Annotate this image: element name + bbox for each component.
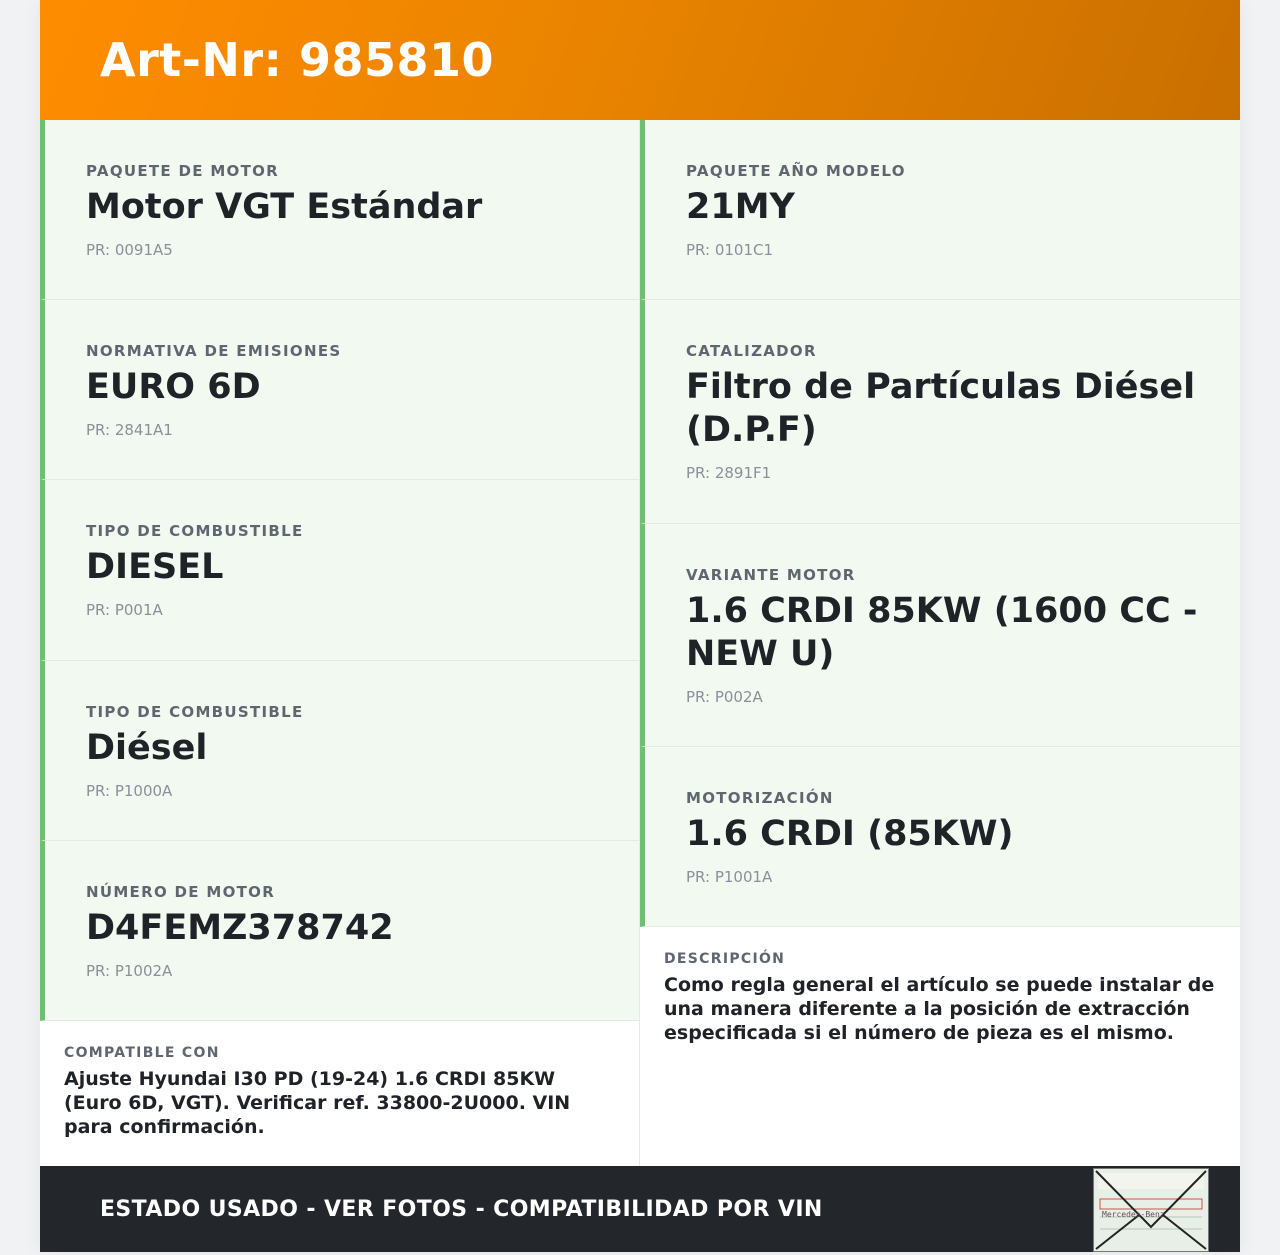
right-column — [640, 120, 1240, 1166]
field-value: Diésel — [86, 728, 208, 768]
field-value: Motor VGT Estándar — [86, 187, 483, 227]
page-title: Art-Nr: 985810 — [100, 33, 495, 87]
field-pr-code: PR: 2891F1 — [686, 464, 772, 482]
field-pr-code: PR: P1000A — [86, 782, 173, 800]
field-pr-code: PR: P001A — [86, 601, 163, 619]
document-thumbnail[interactable] — [1093, 1168, 1209, 1252]
compatible-label: COMPATIBLE CON — [64, 1045, 220, 1061]
field-card — [40, 120, 639, 300]
field-pr-code: PR: 0091A5 — [86, 241, 173, 259]
field-card — [640, 120, 1240, 300]
field-value: Filtro de Partículas Diésel (D.P.F) — [686, 367, 1196, 450]
field-label: VARIANTE MOTOR — [686, 566, 856, 584]
field-card — [40, 300, 639, 480]
field-columns — [40, 120, 1240, 1166]
field-value: EURO 6D — [86, 367, 261, 407]
field-card — [640, 747, 1240, 927]
document-photo-icon — [1094, 1169, 1208, 1251]
field-value: 1.6 CRDI 85KW (1600 CC - NEW U) — [686, 591, 1198, 674]
field-pr-code: PR: P1002A — [86, 962, 173, 980]
field-card — [40, 841, 639, 1021]
field-pr-code: PR: P002A — [686, 688, 763, 706]
field-label: TIPO DE COMBUSTIBLE — [86, 522, 304, 540]
product-sheet — [40, 0, 1240, 1252]
field-label: CATALIZADOR — [686, 342, 817, 360]
field-value: DIESEL — [86, 547, 224, 587]
field-card — [640, 300, 1240, 524]
field-value: 1.6 CRDI (85KW) — [686, 814, 1014, 854]
header-bar — [40, 0, 1240, 120]
footer-text: ESTADO USADO - VER FOTOS - COMPATIBILIDAD POR VIN — [100, 1196, 823, 1222]
description-label: DESCRIPCIÓN — [664, 951, 786, 967]
field-card — [40, 661, 639, 841]
field-label: PAQUETE DE MOTOR — [86, 162, 280, 180]
field-pr-code: PR: 0101C1 — [686, 241, 774, 259]
field-label: NORMATIVA DE EMISIONES — [86, 342, 342, 360]
field-label: MOTORIZACIÓN — [686, 789, 834, 807]
compatible-section — [40, 1021, 639, 1139]
field-card — [40, 480, 639, 661]
compatible-text: Ajuste Hyundai I30 PD (19-24) 1.6 CRDI 85KW (Euro 6D, VGT). Verificar ref. 33800-2U000. VIN para confirmación. — [64, 1068, 571, 1138]
field-label: PAQUETE AÑO MODELO — [686, 162, 906, 180]
field-pr-code: PR: 2841A1 — [86, 421, 173, 439]
footer-bar — [40, 1166, 1240, 1252]
description-text: Como regla general el artículo se puede instalar de una manera diferente a la posición de extracción especificada si el número de pieza es el mismo. — [664, 974, 1215, 1044]
field-card — [640, 524, 1240, 747]
field-label: TIPO DE COMBUSTIBLE — [86, 703, 304, 721]
field-pr-code: PR: P1001A — [686, 868, 773, 886]
field-value: 21MY — [686, 187, 795, 227]
left-column — [40, 120, 640, 1166]
field-value: D4FEMZ378742 — [86, 908, 394, 948]
field-label: NÚMERO DE MOTOR — [86, 883, 276, 901]
description-section — [640, 927, 1240, 1045]
thumbnail-caption: Mercedes-Benz — [1102, 1210, 1165, 1219]
